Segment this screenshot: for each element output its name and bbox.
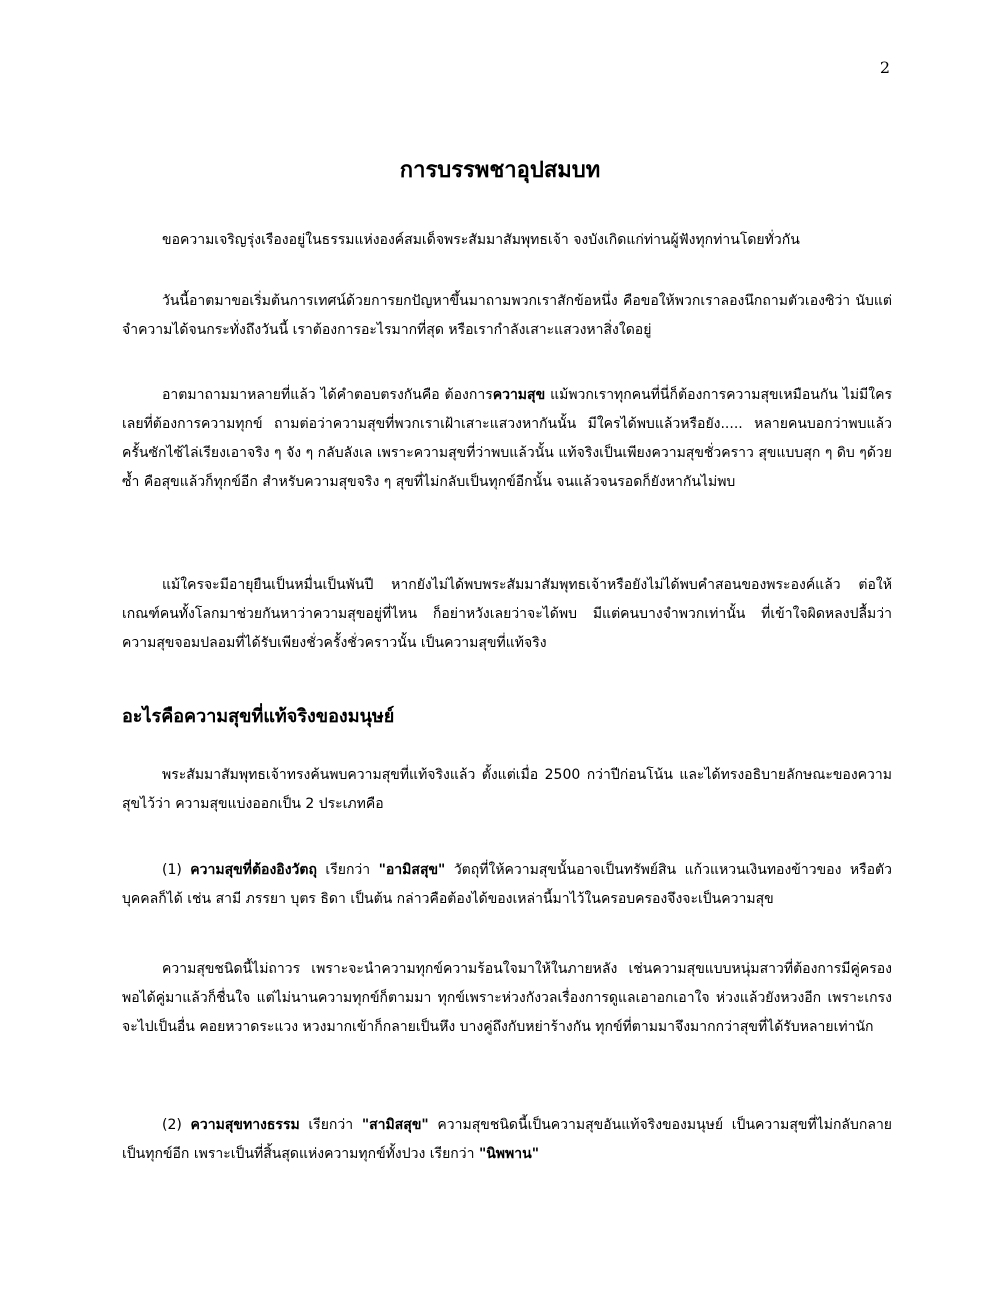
paragraph-6	[122, 856, 892, 914]
paragraph-8-text-after: ความสุขชนิดนี้เป็นความสุขอันแท้จริงของมนุษย์ เป็นความสุขที่ไม่กลับกลายเป็นทุกข์อีก เพราะเป็นที่สิ้นสุดแห่งความทุกข์ทั้งปวง เรียกว่า	[122, 1117, 893, 1162]
paragraph-3-text-after: แม้พวกเราทุกคนที่นี่ก็ต้องการความสุขเหมือนกัน ไม่มีใครเลยที่ต้องการความทุกข์ ถามต่อว่าความสุขที่พวกเราเฝ้าเสาะแสวงหากันนั้น มีใครได้พบแล้วหรือยัง..... หลายคนบอกว่าพบแล้ว ครั้นซักไซ้ไล่เรียงเอาจริง ๆ จัง ๆ กลับลังเล เพราะความสุขที่ว่าพบแล้วนั้น แท้จริงเป็นเพียงความสุขชั่วคราว สุขแบบสุก ๆ ดิบ ๆด้วยซ้ำ คือสุขแล้วก็ทุกข์อีก สำหรับความสุขจริง ๆ สุขที่ไม่กลับเป็นทุกข์อีกนั้น จนแล้วจนรอดก็ยังหากันไม่พบ	[122, 387, 892, 490]
section-heading: อะไรคือความสุขที่แท้จริงของมนุษย์	[122, 706, 395, 727]
paragraph-8	[122, 1111, 892, 1169]
paragraph-8-bold-nirvana: "นิพพาน"	[478, 1146, 539, 1162]
paragraph-3-text-before: อาตมาถามมาหลายที่แล้ว ได้คำตอบตรงกันคือ ต้องการ	[162, 387, 493, 403]
paragraph-6-number: (1)	[162, 862, 191, 878]
paragraph-4: แม้ใครจะมีอายุยืนเป็นหมื่นเป็นพันปี หากยังไม่ได้พบพระสัมมาสัมพุทธเจ้าหรือยังไม่ได้พบคำสอนของพระองค์แล้ว ต่อให้เกณฑ์คนทั้งโลกมาช่วยกันหาว่าความสุขอยู่ที่ไหน ก็อย่าหวังเลยว่าจะได้พบ มีแต่คนบางจำพวกเท่านั้น ที่เข้าใจผิดหลงปลื้มว่า ความสุขจอมปลอมที่ได้รับเพียงชั่วครั้งชั่วคราวนั้น เป็นความสุขที่แท้จริง	[122, 577, 892, 651]
paragraph-6-bold-name: "อามิสสุข"	[378, 862, 446, 878]
paragraph-8-text-mid: เรียกว่า	[299, 1117, 362, 1133]
paragraph-3	[122, 381, 892, 497]
paragraph-8-bold-name: "สามิสสุข"	[361, 1117, 429, 1133]
paragraph-8-bold-term: ความสุขทางธรรม	[190, 1117, 300, 1133]
paragraph-7: ความสุขชนิดนี้ไม่ถาวร เพราะจะนำความทุกข์ความร้อนใจมาให้ในภายหลัง เช่นความสุขแบบหนุ่มสาวที่ต้องการมีคู่ครอง พอได้คู่มาแล้วก็ชื่นใจ แต่ไม่นานความทุกข์ก็ตามมา ทุกข์เพราะห่วงกังวลเรื่องการดูแลเอาอกเอาใจ ห่วงแล้วยังหวงอีก เพราะเกรงจะไปเป็นอื่น คอยหวาดระแวง หวงมากเข้าก็กลายเป็นหึง บางคู่ถึงกับหย่าร้างกัน ทุกข์ที่ตามมาจึงมากกว่าสุขที่ได้รับหลายเท่านัก	[122, 961, 892, 1035]
paragraph-3-bold: ความสุข	[492, 387, 546, 403]
paragraph-6-text-mid: เรียกว่า	[316, 862, 379, 878]
paragraph-1: ขอความเจริญรุ่งเรืองอยู่ในธรรมแห่งองค์สมเด็จพระสัมมาสัมพุทธเจ้า จงบังเกิดแก่ท่านผู้ฟังทุกท่านโดยทั่วกัน	[162, 232, 800, 248]
paragraph-2: วันนี้อาตมาขอเริ่มต้นการเทศน์ด้วยการยกปัญหาขึ้นมาถามพวกเราสักข้อหนึ่ง คือขอให้พวกเราลองนึกถามตัวเองซิว่า นับแต่จำความได้จนกระทั่งถึงวันนี้ เราต้องการอะไรมากที่สุด หรือเรากำลังเสาะแสวงหาสิ่งใดอยู่	[122, 293, 892, 338]
paragraph-8-number: (2)	[162, 1117, 191, 1133]
paragraph-6-text-after: วัตถุที่ให้ความสุขนั้นอาจเป็นทรัพย์สิน แก้วแหวนเงินทองข้าวของ หรือตัวบุคคลก็ได้ เช่น สามี ภรรยา บุตร ธิดา เป็นต้น กล่าวคือต้องได้ของเหล่านี้มาไว้ในครอบครองจึงจะเป็นความสุข	[122, 862, 892, 907]
paragraph-5: พระสัมมาสัมพุทธเจ้าทรงค้นพบความสุขที่แท้จริงแล้ว ตั้งแต่เมื่อ 2500 กว่าปีก่อนโน้น และได้ทรงอธิบายลักษณะของความสุขไว้ว่า ความสุขแบ่งออกเป็น 2 ประเภทคือ	[122, 767, 892, 812]
page-number: 2	[879, 58, 890, 77]
paragraph-6-bold-term: ความสุขที่ต้องอิงวัตถุ	[190, 862, 317, 878]
page-title: การบรรพชาอุปสมบท	[399, 158, 601, 183]
